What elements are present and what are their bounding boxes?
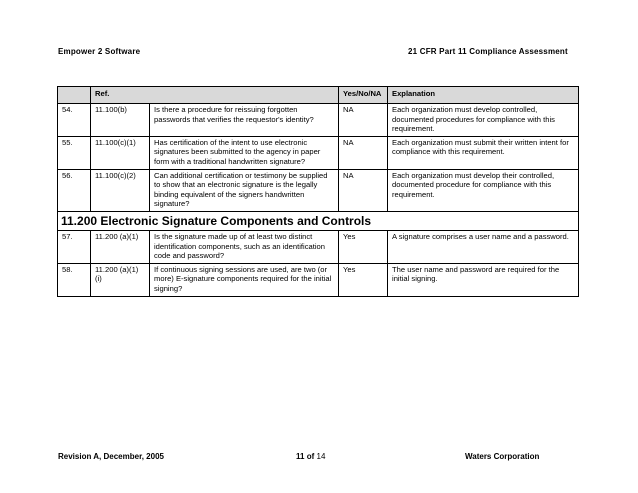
section-heading-row	[58, 211, 579, 230]
row-number: 56.	[58, 169, 91, 211]
row-answer: Yes	[339, 230, 388, 263]
table-row	[58, 104, 579, 137]
row-answer: Yes	[339, 263, 388, 296]
page-total: 14	[316, 452, 326, 461]
row-explanation: A signature comprises a user name and a password.	[388, 230, 579, 263]
row-ref: 11.200 (a)(1)(i)	[91, 263, 150, 296]
col-header-yesno: Yes/No/NA	[339, 87, 388, 104]
table-row	[58, 136, 579, 169]
compliance-table	[57, 86, 579, 297]
row-question: If continuous signing sessions are used, are two (or more) E-signature components required for the initial signing?	[150, 263, 339, 296]
col-header-explanation: Explanation	[388, 87, 579, 104]
row-explanation: Each organization must develop controlled, documented procedures for compliance with this requirement.	[388, 104, 579, 137]
page-current: 11	[296, 452, 305, 461]
col-header-ref: Ref.	[91, 87, 339, 104]
row-answer: NA	[339, 104, 388, 137]
row-question: Is there a procedure for reissuing forgotten passwords that verifies the requestor's identity?	[150, 104, 339, 137]
row-explanation: The user name and password are required for the initial signing.	[388, 263, 579, 296]
row-number: 58.	[58, 263, 91, 296]
table-row	[58, 230, 579, 263]
row-question: Can additional certification or testimony be supplied to show that an electronic signature is the legally binding equivalent of the signers handwritten signature?	[150, 169, 339, 211]
header-left-title: Empower 2 Software	[58, 47, 141, 56]
footer-revision: Revision A, December, 2005	[58, 452, 164, 461]
row-answer: NA	[339, 136, 388, 169]
col-header-num	[58, 87, 91, 104]
footer-page-number	[296, 452, 325, 461]
row-number: 55.	[58, 136, 91, 169]
row-answer: NA	[339, 169, 388, 211]
page-of-label: of	[306, 452, 315, 461]
footer-company: Waters Corporation	[465, 452, 540, 461]
row-explanation: Each organization must develop their controlled, documented procedure for compliance with this requirement.	[388, 169, 579, 211]
table-row	[58, 169, 579, 211]
row-question: Has certification of the intent to use electronic signatures been submitted to the agency in paper form with a traditional handwritten signature?	[150, 136, 339, 169]
row-ref: 11.100(c)(2)	[91, 169, 150, 211]
row-number: 54.	[58, 104, 91, 137]
header-right-title: 21 CFR Part 11 Compliance Assessment	[408, 47, 568, 56]
row-explanation: Each organization must submit their written intent for compliance with this requirement.	[388, 136, 579, 169]
row-ref: 11.100(c)(1)	[91, 136, 150, 169]
row-ref: 11.200 (a)(1)	[91, 230, 150, 263]
row-ref: 11.100(b)	[91, 104, 150, 137]
row-question: Is the signature made up of at least two distinct identification components, such as an identification code and password?	[150, 230, 339, 263]
table-header-row	[58, 87, 579, 104]
section-heading: 11.200 Electronic Signature Components and Controls	[58, 211, 579, 230]
table-row	[58, 263, 579, 296]
row-number: 57.	[58, 230, 91, 263]
